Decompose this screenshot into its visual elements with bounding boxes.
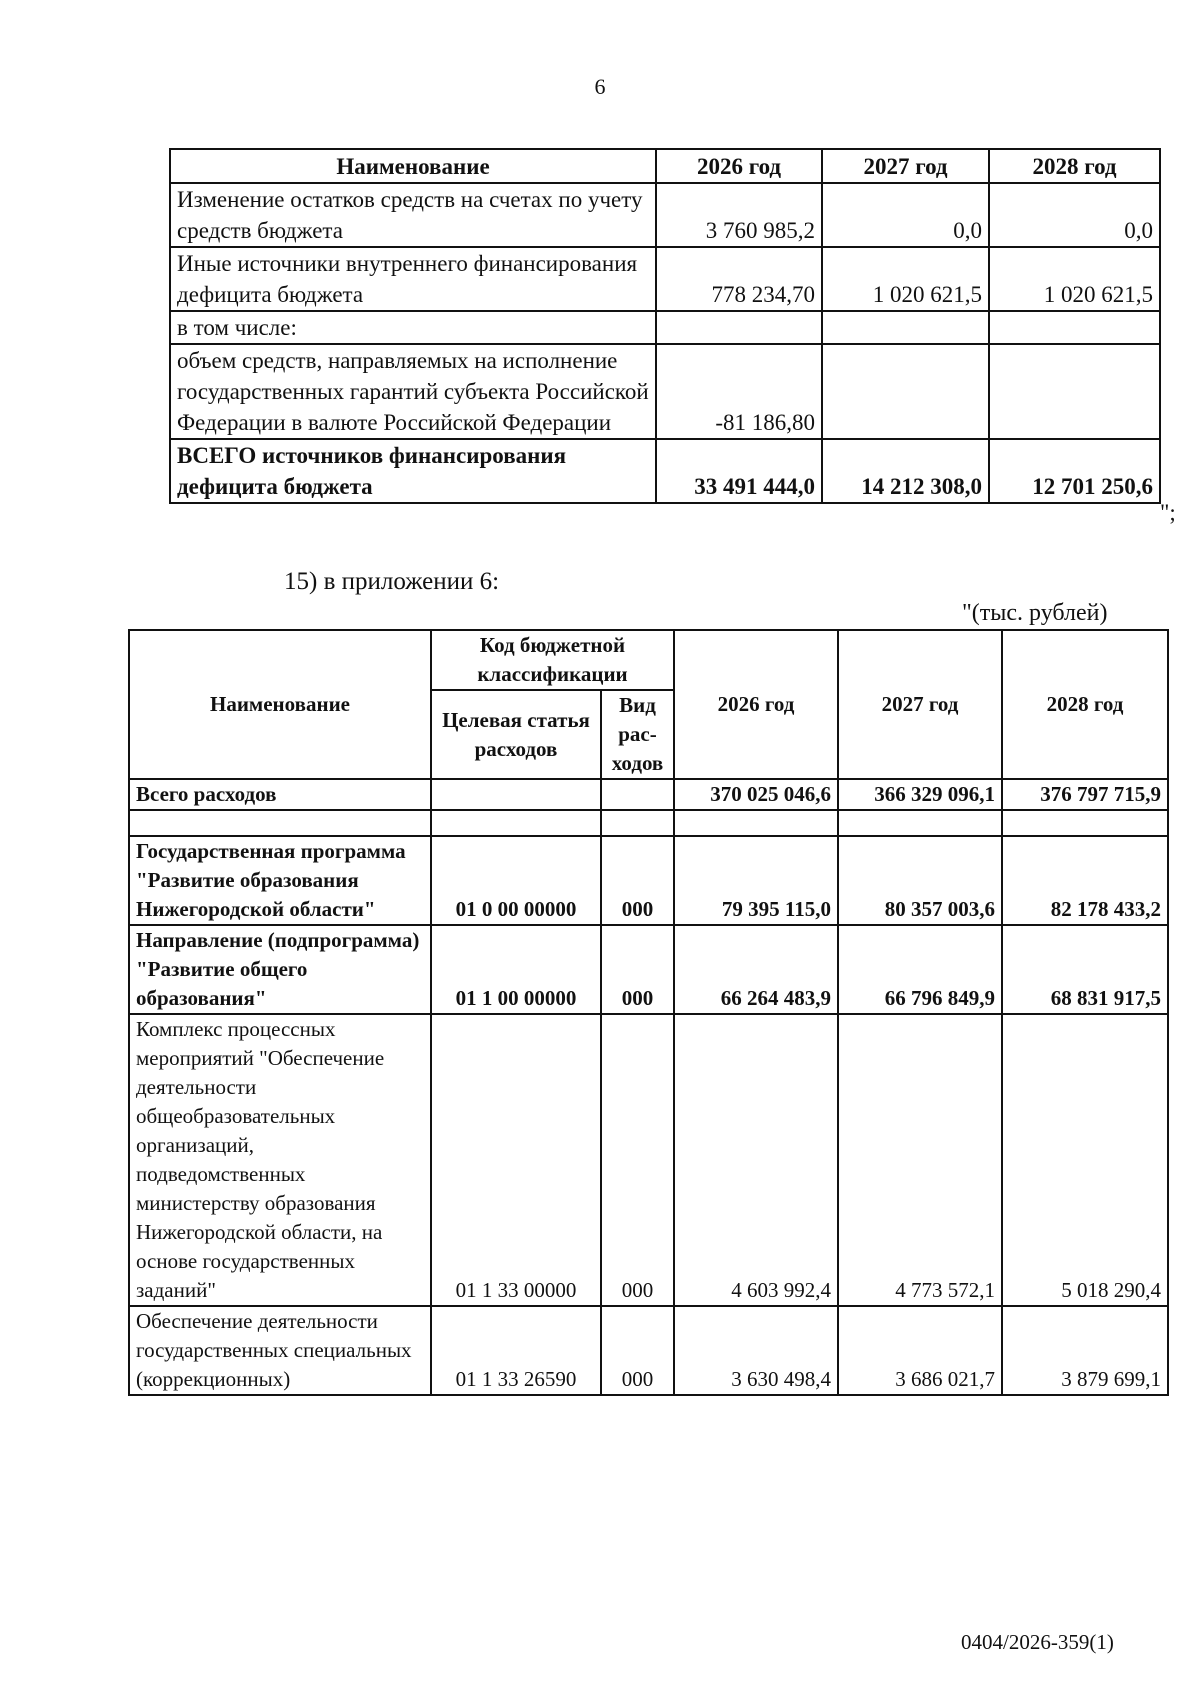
expenditures-table (128, 629, 1169, 1396)
column-header-kind: Вид рас-ходов (601, 690, 674, 779)
row-name: Всего расходов (129, 779, 431, 810)
table-row (170, 183, 1160, 247)
value-2028: 68 831 917,5 (1002, 925, 1168, 1014)
empty-cell (129, 810, 431, 836)
document-code: 0404/2026-359(1) (961, 1630, 1114, 1654)
table-header-row (129, 630, 1168, 690)
row-name: объем средств, направляемых на исполнение государственных гарантий субъекта Российской Федерации в валюте Российской Федерации (170, 344, 656, 439)
empty-cell (674, 810, 838, 836)
value-2028: 82 178 433,2 (1002, 836, 1168, 925)
row-name: Изменение остатков средств на счетах по учету средств бюджета (170, 183, 656, 247)
column-header-name: Наименование (170, 149, 656, 183)
table-row (170, 247, 1160, 311)
empty-cell (838, 810, 1002, 836)
row-name: Государственная программа "Развитие образования Нижегородской области" (129, 836, 431, 925)
value-2027: 3 686 021,7 (838, 1306, 1002, 1395)
value-2028 (989, 311, 1160, 344)
kind-code (601, 779, 674, 810)
row-name: Направление (подпрограмма) "Развитие общего образования" (129, 925, 431, 1014)
column-header-target: Целевая статья расходов (431, 690, 601, 779)
value-2027: 66 796 849,9 (838, 925, 1002, 1014)
column-header-2027: 2027 год (822, 149, 989, 183)
table-row (129, 836, 1168, 925)
target-code: 01 1 33 26590 (431, 1306, 601, 1395)
table-row (129, 1306, 1168, 1395)
value-2026: 4 603 992,4 (674, 1014, 838, 1306)
table-row (129, 925, 1168, 1014)
page-number: 6 (594, 74, 606, 99)
value-2026: 3 630 498,4 (674, 1306, 838, 1395)
empty-cell (601, 810, 674, 836)
value-2028: 376 797 715,9 (1002, 779, 1168, 810)
value-2027 (822, 344, 989, 439)
column-header-2026: 2026 год (656, 149, 822, 183)
value-2026: 79 395 115,0 (674, 836, 838, 925)
kind-code: 000 (601, 925, 674, 1014)
value-2026: 778 234,70 (656, 247, 822, 311)
value-2027: 366 329 096,1 (838, 779, 1002, 810)
value-2027: 4 773 572,1 (838, 1014, 1002, 1306)
value-2028: 3 879 699,1 (1002, 1306, 1168, 1395)
target-code (431, 779, 601, 810)
value-2026: -81 186,80 (656, 344, 822, 439)
empty-cell (431, 810, 601, 836)
table-total-row (170, 439, 1160, 503)
closing-quote: "; (1160, 500, 1176, 525)
row-name: в том числе: (170, 311, 656, 344)
financing-sources-table (169, 148, 1161, 504)
value-2028 (989, 344, 1160, 439)
table-total-row (129, 779, 1168, 810)
value-2026: 370 025 046,6 (674, 779, 838, 810)
value-2026: 3 760 985,2 (656, 183, 822, 247)
kind-code: 000 (601, 836, 674, 925)
value-2027: 1 020 621,5 (822, 247, 989, 311)
row-name: Иные источники внутреннего финансирования дефицита бюджета (170, 247, 656, 311)
value-2028: 1 020 621,5 (989, 247, 1160, 311)
value-2028: 12 701 250,6 (989, 439, 1160, 503)
column-header-2028: 2028 год (989, 149, 1160, 183)
column-header-2028: 2028 год (1002, 630, 1168, 779)
row-name: ВСЕГО источников финансирования дефицита бюджета (170, 439, 656, 503)
target-code: 01 1 33 00000 (431, 1014, 601, 1306)
value-2027: 80 357 003,6 (838, 836, 1002, 925)
kind-code: 000 (601, 1306, 674, 1395)
kind-code: 000 (601, 1014, 674, 1306)
table-header-row (170, 149, 1160, 183)
value-2027: 14 212 308,0 (822, 439, 989, 503)
empty-row (129, 810, 1168, 836)
table-row (170, 311, 1160, 344)
units-label: "(тыс. рублей) (962, 600, 1108, 626)
target-code: 01 1 00 00000 (431, 925, 601, 1014)
table-row (129, 1014, 1168, 1306)
value-2026: 33 491 444,0 (656, 439, 822, 503)
row-name: Комплекс процессных мероприятий "Обеспечение деятельности общеобразовательных организаций, подведомственных министерству образования Нижегородской области, на основе государственных заданий" (129, 1014, 431, 1306)
row-name: Обеспечение деятельности государственных специальных (коррекционных) (129, 1306, 431, 1395)
table-row (170, 344, 1160, 439)
value-2027 (822, 311, 989, 344)
column-header-code-group: Код бюджетной классификации (431, 630, 674, 690)
column-header-name: Наименование (129, 630, 431, 779)
target-code: 01 0 00 00000 (431, 836, 601, 925)
column-header-2026: 2026 год (674, 630, 838, 779)
value-2028: 5 018 290,4 (1002, 1014, 1168, 1306)
section-title: 15) в приложении 6: (284, 568, 500, 595)
value-2026 (656, 311, 822, 344)
value-2026: 66 264 483,9 (674, 925, 838, 1014)
column-header-2027: 2027 год (838, 630, 1002, 779)
empty-cell (1002, 810, 1168, 836)
value-2027: 0,0 (822, 183, 989, 247)
value-2028: 0,0 (989, 183, 1160, 247)
